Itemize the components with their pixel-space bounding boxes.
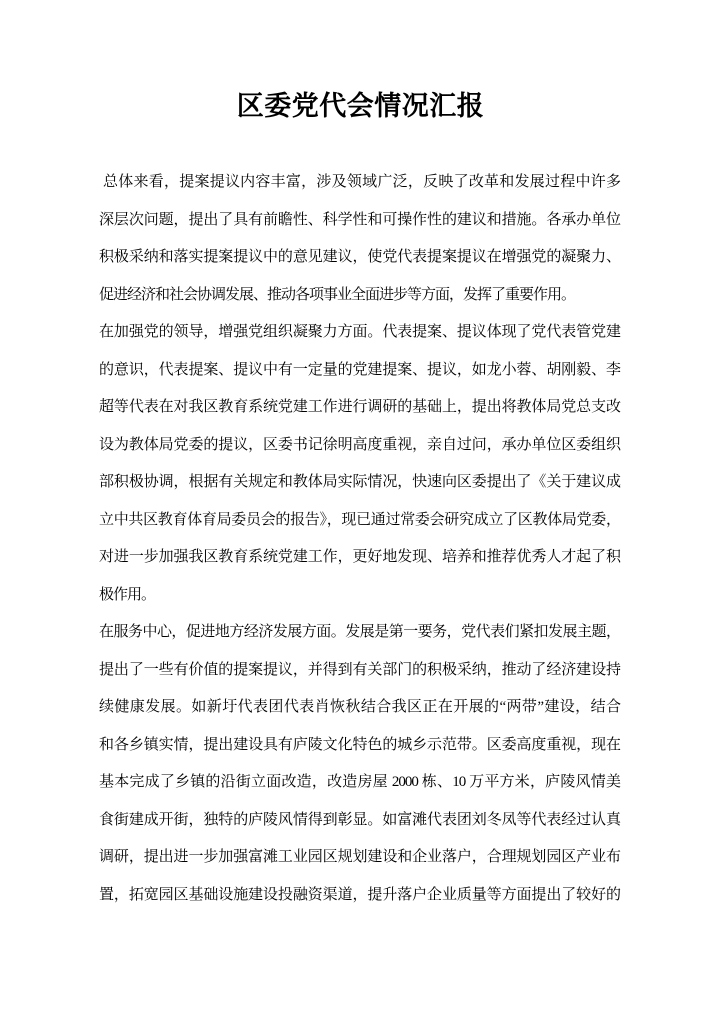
paragraph-line: 对进一步加强我区教育系统党建工作，更好地发现、培养和推荐优秀人才起了积 xyxy=(99,549,620,565)
paragraph-line: 置，拓宽园区基础设施建设投融资渠道，提升落户企业质量等方面提出了较好的 xyxy=(99,886,620,903)
paragraph-line: 调研，提出进一步加强富滩工业园区规划建设和企业落户，合理规划园区产业布 xyxy=(99,849,620,865)
paragraph-line: 极作用。 xyxy=(99,586,156,603)
paragraph-line: 积极采纳和落实提案提议中的意见建议，使党代表提案提议在增强党的凝聚力、 xyxy=(99,249,620,265)
paragraph-line: 立中共区教育体育局委员会的报告》，现已通过常委会研究成立了区教体局党委， xyxy=(99,511,620,528)
paragraph-line: 和各乡镇实情，提出建设具有庐陵文化特色的城乡示范带。区委高度重视，现在 xyxy=(99,736,620,753)
paragraph-line: 食街建成开街，独特的庐陵风情得到彰显。如富滩代表团刘冬凤等代表经过认真 xyxy=(99,811,620,828)
paragraph-line: 部积极协调，根据有关规定和教体局实际情况，快速向区委提出了《关于建议成 xyxy=(99,474,620,490)
paragraph-line: 基本完成了乡镇的沿街立面改造，改造房屋 2000 栋、10 万平方米，庐陵风情美 xyxy=(99,774,620,790)
paragraph-line: 在服务中心，促进地方经济发展方面。发展是第一要务，党代表们紧扣发展主题， xyxy=(99,624,620,640)
paragraph-line: 深层次问题，提出了具有前瞻性、科学性和可操作性的建议和措施。各承办单位 xyxy=(99,211,620,228)
paragraph-line: 超等代表在对我区教育系统党建工作进行调研的基础上，提出将教体局党总支改 xyxy=(99,399,620,415)
paragraph-line: 提出了一些有价值的提案提议，并得到有关部门的积极采纳，推动了经济建设持 xyxy=(99,661,620,678)
paragraph-line: 总体来看，提案提议内容丰富，涉及领域广泛，反映了改革和发展过程中许多 xyxy=(99,174,620,190)
paragraph-line: 设为教体局党委的提议，区委书记徐明高度重视，亲自过问，承办单位区委组织 xyxy=(99,436,620,453)
document-title: 区委党代会情况汇报 xyxy=(236,91,485,121)
paragraph-line: 续健康发展。如新圩代表团代表肖恢秋结合我区正在开展的“两带”建设，结合 xyxy=(99,699,620,715)
document-body xyxy=(99,164,620,914)
paragraph-line: 在加强党的领导，增强党组织凝聚力方面。代表提案、提议体现了党代表管党建 xyxy=(99,324,620,340)
paragraph-line: 促进经济和社会协调发展、推动各项事业全面进步等方面，发挥了重要作用。 xyxy=(99,286,576,303)
paragraph-line: 的意识，代表提案、提议中有一定量的党建提案、提议，如龙小蓉、胡刚毅、李 xyxy=(99,361,620,378)
